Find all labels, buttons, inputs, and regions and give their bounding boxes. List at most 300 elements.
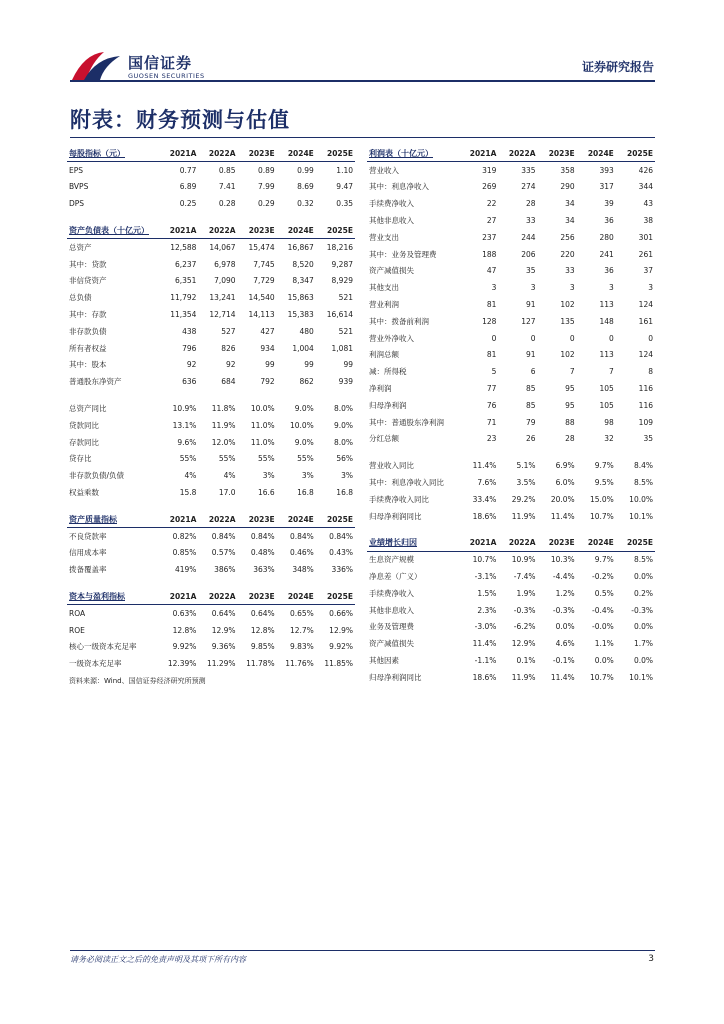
table-row bbox=[367, 551, 655, 568]
cell-value: 8 bbox=[648, 367, 653, 377]
guosen-logo-icon bbox=[70, 50, 122, 82]
cell-value: 12.9% bbox=[511, 639, 536, 649]
cell-value: 5 bbox=[491, 367, 497, 377]
cell-value: 12.8% bbox=[250, 625, 275, 635]
cell-value: 438 bbox=[182, 326, 197, 336]
table-row bbox=[367, 195, 655, 212]
cell-value: 3 bbox=[648, 283, 653, 293]
cell-value: 0.64% bbox=[211, 609, 236, 619]
row-label: 归母净利润 bbox=[369, 400, 407, 410]
cell-value: 16,614 bbox=[326, 310, 353, 320]
cell-value: 10.7% bbox=[589, 511, 614, 521]
cell-value: 3% bbox=[341, 471, 353, 481]
table-row bbox=[367, 619, 655, 636]
table-row bbox=[67, 273, 355, 290]
cell-value: 480 bbox=[299, 326, 314, 336]
row-label: 手续费净收入 bbox=[369, 199, 414, 209]
cell-value: 7,090 bbox=[214, 276, 236, 286]
cell-value: 11.4% bbox=[550, 672, 575, 682]
section-title: 利润表（十亿元） bbox=[367, 145, 459, 162]
cell-value: 796 bbox=[182, 343, 197, 353]
cell-value: 91 bbox=[526, 350, 536, 360]
cell-value: 427 bbox=[260, 326, 275, 336]
year-header: 2022A bbox=[198, 588, 237, 605]
cell-value: 9.0% bbox=[294, 404, 314, 414]
cell-value: 344 bbox=[638, 182, 653, 192]
cell-value: 113 bbox=[599, 300, 614, 310]
row-label: 非存款负债 bbox=[69, 326, 107, 336]
footer-divider bbox=[70, 950, 655, 951]
cell-value: -6.2% bbox=[513, 622, 536, 632]
cell-value: 9.85% bbox=[250, 642, 275, 652]
row-label: 减：所得税 bbox=[369, 367, 407, 377]
cell-value: -7.4% bbox=[513, 572, 536, 582]
year-header: 2023E bbox=[238, 145, 277, 162]
table-row bbox=[367, 363, 655, 380]
cell-value: 9.36% bbox=[211, 642, 236, 652]
row-label: 其中：普通股东净利润 bbox=[369, 417, 444, 427]
cell-value: 0.48% bbox=[250, 548, 275, 558]
cell-value: 15.0% bbox=[589, 494, 614, 504]
cell-value: 116 bbox=[638, 384, 653, 394]
table-row bbox=[67, 195, 355, 212]
row-label: 核心一级资本充足率 bbox=[69, 642, 137, 652]
table-row bbox=[367, 585, 655, 602]
cell-value: 10.1% bbox=[629, 511, 653, 521]
cell-value: 85 bbox=[526, 384, 536, 394]
section-title: 资本与盈利指标 bbox=[67, 588, 159, 605]
row-label: 手续费净收入同比 bbox=[369, 494, 429, 504]
cell-value: 55% bbox=[218, 454, 236, 464]
cell-value: 0.85% bbox=[172, 548, 197, 558]
cell-value: 0.84% bbox=[250, 531, 275, 541]
table-row bbox=[367, 474, 655, 491]
cell-value: 33 bbox=[526, 216, 536, 226]
table-row bbox=[67, 357, 355, 374]
cell-value: 127 bbox=[521, 316, 536, 326]
cell-value: 0.89 bbox=[257, 165, 275, 175]
section-header-row bbox=[67, 511, 355, 528]
cell-value: 1,081 bbox=[331, 343, 353, 353]
cell-value: 13,241 bbox=[209, 293, 236, 303]
cell-value: 76 bbox=[486, 400, 497, 410]
cell-value: -0.3% bbox=[513, 605, 536, 615]
row-label: 净息差（广义） bbox=[369, 572, 422, 582]
cell-value: 15.8 bbox=[179, 488, 197, 498]
cell-value: 0.29 bbox=[257, 199, 275, 209]
row-label: 存款同比 bbox=[69, 437, 99, 447]
table-row bbox=[367, 669, 655, 686]
cell-value: 22 bbox=[486, 199, 497, 209]
cell-value: 2.3% bbox=[477, 605, 497, 615]
table-row bbox=[67, 179, 355, 196]
cell-value: 128 bbox=[482, 316, 497, 326]
row-label: 生息资产规模 bbox=[369, 555, 414, 565]
year-header: 2023E bbox=[238, 222, 277, 239]
row-label: 信用成本率 bbox=[69, 548, 107, 558]
cell-value: 8,347 bbox=[292, 276, 314, 286]
cell-value: 29.2% bbox=[511, 494, 536, 504]
cell-value: 1.10 bbox=[336, 165, 353, 175]
row-label: 其他支出 bbox=[369, 283, 399, 293]
cell-value: 4% bbox=[184, 471, 197, 481]
cell-value: 3 bbox=[609, 283, 614, 293]
cell-value: 99 bbox=[265, 360, 275, 370]
cell-value: 0 bbox=[530, 333, 536, 343]
cell-value: 10.0% bbox=[629, 494, 653, 504]
cell-value: 6,351 bbox=[174, 276, 197, 286]
cell-value: 92 bbox=[186, 360, 197, 370]
cell-value: 11.29% bbox=[206, 659, 236, 669]
logo-en: GUOSEN SECURITIES bbox=[128, 72, 205, 80]
page-title: 附表：财务预测与估值 bbox=[70, 108, 290, 132]
cell-value: 11.78% bbox=[246, 659, 275, 669]
cell-value: 95 bbox=[565, 384, 575, 394]
spacer-row bbox=[367, 447, 655, 457]
cell-value: 10.7% bbox=[589, 672, 614, 682]
cell-value: 18,216 bbox=[326, 243, 353, 253]
cell-value: 6,978 bbox=[214, 259, 236, 269]
cell-value: 12,714 bbox=[209, 310, 236, 320]
cell-value: 16.6 bbox=[257, 488, 275, 498]
cell-value: 3 bbox=[569, 283, 575, 293]
cell-value: 10.0% bbox=[250, 404, 275, 414]
guosen-logo bbox=[70, 50, 230, 84]
cell-value: 10.9% bbox=[511, 555, 536, 565]
cell-value: 1.2% bbox=[555, 588, 575, 598]
cell-value: 15,863 bbox=[287, 293, 314, 303]
cell-value: 135 bbox=[560, 316, 575, 326]
cell-value: 38 bbox=[643, 216, 653, 226]
row-label: 一级资本充足率 bbox=[69, 659, 122, 669]
cell-value: 3 bbox=[491, 283, 497, 293]
cell-value: 9.5% bbox=[594, 478, 614, 488]
year-header: 2022A bbox=[198, 222, 237, 239]
cell-value: 419% bbox=[174, 565, 197, 575]
cell-value: 7.41 bbox=[218, 182, 236, 192]
cell-value: 13.1% bbox=[172, 420, 197, 430]
cell-value: 105 bbox=[599, 384, 614, 394]
table-row bbox=[367, 162, 655, 179]
left-column bbox=[67, 145, 355, 686]
cell-value: 85 bbox=[526, 400, 536, 410]
cell-value: 6 bbox=[530, 367, 536, 377]
cell-value: 0.84% bbox=[211, 531, 236, 541]
year-header: 2025E bbox=[616, 535, 655, 552]
table-row bbox=[367, 246, 655, 263]
cell-value: 11.4% bbox=[472, 461, 497, 471]
cell-value: 35 bbox=[643, 434, 653, 444]
cell-value: 12.39% bbox=[167, 659, 197, 669]
cell-value: 92 bbox=[226, 360, 236, 370]
cell-value: 43 bbox=[643, 199, 653, 209]
cell-value: 0.77 bbox=[179, 165, 197, 175]
cell-value: 290 bbox=[560, 182, 575, 192]
row-label: ROE bbox=[69, 625, 85, 635]
year-header: 2021A bbox=[159, 145, 198, 162]
cell-value: 301 bbox=[638, 232, 653, 242]
table-row bbox=[367, 491, 655, 508]
cell-value: 10.3% bbox=[550, 555, 575, 565]
section-header-row bbox=[67, 588, 355, 605]
cell-value: 9.83% bbox=[289, 642, 314, 652]
cell-value: 81 bbox=[486, 300, 497, 310]
cell-value: 109 bbox=[638, 417, 653, 427]
row-label: 营业支出 bbox=[369, 232, 399, 242]
cell-value: 274 bbox=[521, 182, 536, 192]
cell-value: 11.0% bbox=[250, 420, 275, 430]
year-header: 2024E bbox=[277, 588, 316, 605]
cell-value: -0.0% bbox=[592, 622, 614, 632]
table-row bbox=[67, 373, 355, 390]
cell-value: 27 bbox=[486, 216, 497, 226]
cell-value: 188 bbox=[482, 249, 497, 259]
cell-value: 16.8 bbox=[336, 488, 353, 498]
cell-value: 336% bbox=[331, 565, 353, 575]
section-title: 每股指标（元） bbox=[67, 145, 159, 162]
row-label: 归母净利润同比 bbox=[369, 672, 422, 682]
cell-value: -0.3% bbox=[552, 605, 575, 615]
section-title: 资产负债表（十亿元） bbox=[67, 222, 159, 239]
table-row bbox=[67, 434, 355, 451]
cell-value: 0.82% bbox=[172, 531, 197, 541]
table-row bbox=[367, 508, 655, 525]
cell-value: -3.1% bbox=[474, 572, 497, 582]
table-row bbox=[367, 457, 655, 474]
row-label: 资产减值损失 bbox=[369, 639, 414, 649]
row-label: 其他非息收入 bbox=[369, 216, 414, 226]
row-label: 贷款同比 bbox=[69, 420, 99, 430]
cell-value: 7,729 bbox=[253, 276, 275, 286]
table-row bbox=[67, 306, 355, 323]
cell-value: 0.0% bbox=[633, 622, 653, 632]
title-divider bbox=[70, 137, 655, 138]
cell-value: 636 bbox=[182, 377, 197, 387]
disclaimer-note: 请务必阅读正文之后的免责声明及其项下所有内容 bbox=[70, 955, 246, 964]
year-header: 2022A bbox=[498, 535, 537, 552]
header-divider bbox=[70, 80, 655, 82]
row-label: 净利润 bbox=[369, 384, 392, 394]
row-label: ROA bbox=[69, 609, 86, 619]
row-label: 权益乘数 bbox=[69, 488, 99, 498]
cell-value: 47 bbox=[486, 266, 497, 276]
row-label: 利润总额 bbox=[369, 350, 399, 360]
cell-value: 348% bbox=[292, 565, 314, 575]
cell-value: 7 bbox=[609, 367, 614, 377]
year-header: 2023E bbox=[238, 588, 277, 605]
row-label: 资产减值损失 bbox=[369, 266, 414, 276]
table-row bbox=[67, 605, 355, 622]
section-header-row bbox=[67, 222, 355, 239]
section-title: 资产质量指标 bbox=[67, 511, 159, 528]
table-row bbox=[67, 239, 355, 256]
cell-value: 0.65% bbox=[289, 609, 314, 619]
cell-value: 11.4% bbox=[472, 639, 497, 649]
cell-value: 358 bbox=[560, 165, 575, 175]
row-label: EPS bbox=[69, 165, 84, 175]
cell-value: 0.25 bbox=[179, 199, 197, 209]
cell-value: -3.0% bbox=[474, 622, 497, 632]
table-row bbox=[67, 289, 355, 306]
table-row bbox=[67, 484, 355, 501]
table-row bbox=[67, 340, 355, 357]
spacer-row bbox=[367, 525, 655, 535]
cell-value: 220 bbox=[560, 249, 575, 259]
row-label: 总资产 bbox=[69, 243, 92, 253]
cell-value: 16.8 bbox=[297, 488, 314, 498]
cell-value: 4.6% bbox=[555, 639, 575, 649]
cell-value: 124 bbox=[638, 300, 653, 310]
cell-value: 6.9% bbox=[555, 461, 575, 471]
cell-value: 862 bbox=[299, 377, 314, 387]
right-column bbox=[367, 145, 655, 686]
spacer-row bbox=[67, 212, 355, 222]
cell-value: 8.5% bbox=[633, 555, 653, 565]
cell-value: 35 bbox=[526, 266, 536, 276]
cell-value: 81 bbox=[486, 350, 497, 360]
cell-value: 7.6% bbox=[477, 478, 497, 488]
cell-value: 56% bbox=[336, 454, 353, 464]
cell-value: 11.76% bbox=[285, 659, 314, 669]
row-label: 普通股东净资产 bbox=[69, 377, 122, 387]
cell-value: 0.5% bbox=[594, 588, 614, 598]
cell-value: 261 bbox=[638, 249, 653, 259]
cell-value: 386% bbox=[214, 565, 236, 575]
year-header: 2025E bbox=[316, 222, 355, 239]
cell-value: 9.92% bbox=[172, 642, 197, 652]
row-label: 手续费净收入 bbox=[369, 588, 414, 598]
cell-value: 0.85 bbox=[218, 165, 236, 175]
section-header-row bbox=[67, 145, 355, 162]
cell-value: 521 bbox=[338, 293, 353, 303]
table-row bbox=[367, 296, 655, 313]
table-row bbox=[67, 622, 355, 639]
table-row bbox=[67, 162, 355, 179]
cell-value: -1.1% bbox=[474, 656, 497, 665]
row-label: 归母净利润同比 bbox=[369, 511, 422, 521]
year-header: 2021A bbox=[159, 588, 198, 605]
cell-value: 39 bbox=[604, 199, 614, 209]
cell-value: 11.0% bbox=[250, 437, 275, 447]
row-label: 其中：存款 bbox=[69, 310, 107, 320]
cell-value: 0 bbox=[569, 333, 575, 343]
table-row bbox=[67, 655, 355, 672]
cell-value: 9,287 bbox=[331, 259, 353, 269]
spacer-row bbox=[67, 578, 355, 588]
cell-value: 1.7% bbox=[633, 639, 653, 649]
row-label: 非信贷资产 bbox=[69, 276, 107, 286]
table-row bbox=[367, 568, 655, 585]
table-row bbox=[67, 639, 355, 656]
cell-value: 37 bbox=[643, 266, 653, 276]
cell-value: 241 bbox=[599, 249, 614, 259]
row-label: 拨备覆盖率 bbox=[69, 565, 107, 575]
cell-value: 91 bbox=[526, 300, 536, 310]
table-row bbox=[367, 263, 655, 280]
cell-value: 10.9% bbox=[172, 404, 197, 414]
cell-value: 95 bbox=[565, 400, 575, 410]
table-row bbox=[367, 602, 655, 619]
cell-value: 393 bbox=[599, 165, 614, 175]
cell-value: 0.1% bbox=[516, 656, 536, 665]
cell-value: 12.9% bbox=[329, 625, 353, 635]
page-header bbox=[0, 0, 724, 90]
cell-value: 6,237 bbox=[174, 259, 197, 269]
cell-value: 20.0% bbox=[550, 494, 575, 504]
cell-value: 3 bbox=[530, 283, 536, 293]
table-row bbox=[67, 467, 355, 484]
cell-value: 12.0% bbox=[211, 437, 236, 447]
cell-value: 15,474 bbox=[248, 243, 275, 253]
row-label: 贷存比 bbox=[69, 454, 92, 464]
cell-value: 105 bbox=[599, 400, 614, 410]
cell-value: 14,113 bbox=[248, 310, 275, 320]
cell-value: 36 bbox=[604, 266, 614, 276]
table-row bbox=[67, 561, 355, 578]
row-label: 其中：拨备前利润 bbox=[369, 316, 429, 326]
cell-value: 0.66% bbox=[329, 609, 353, 619]
cell-value: 0.32 bbox=[297, 199, 314, 209]
cell-value: 77 bbox=[486, 384, 497, 394]
cell-value: 8.4% bbox=[633, 461, 653, 471]
cell-value: 28 bbox=[565, 434, 575, 444]
table-row bbox=[367, 347, 655, 364]
right-financial-table bbox=[367, 145, 655, 686]
cell-value: 14,540 bbox=[248, 293, 275, 303]
cell-value: 9.92% bbox=[329, 642, 353, 652]
cell-value: 1.9% bbox=[516, 588, 536, 598]
table-row bbox=[67, 256, 355, 273]
cell-value: 7,745 bbox=[253, 259, 275, 269]
cell-value: 36 bbox=[604, 216, 614, 226]
cell-value: 0.0% bbox=[633, 656, 653, 665]
cell-value: 363% bbox=[253, 565, 275, 575]
cell-value: 8.0% bbox=[333, 437, 353, 447]
cell-value: 527 bbox=[221, 326, 236, 336]
cell-value: 8.5% bbox=[633, 478, 653, 488]
cell-value: 1,004 bbox=[292, 343, 314, 353]
cell-value: 0 bbox=[609, 333, 614, 343]
cell-value: 34 bbox=[565, 216, 575, 226]
cell-value: 9.47 bbox=[336, 182, 353, 192]
table-row bbox=[367, 212, 655, 229]
cell-value: -0.1% bbox=[552, 656, 575, 665]
cell-value: 0 bbox=[648, 333, 653, 343]
cell-value: 10.1% bbox=[629, 672, 653, 682]
cell-value: 237 bbox=[482, 232, 497, 242]
logo-cn: 国信证券 bbox=[128, 54, 193, 72]
spacer-row bbox=[67, 501, 355, 511]
cell-value: 11,354 bbox=[170, 310, 197, 320]
row-label: 营业利润 bbox=[369, 300, 399, 310]
table-row bbox=[67, 323, 355, 340]
cell-value: 0.0% bbox=[633, 572, 653, 582]
cell-value: 0.57% bbox=[211, 548, 236, 558]
cell-value: 1.5% bbox=[477, 588, 497, 598]
cell-value: 11.8% bbox=[211, 404, 236, 414]
left-financial-table bbox=[67, 145, 355, 672]
year-header: 2022A bbox=[198, 145, 237, 162]
cell-value: 15,383 bbox=[287, 310, 314, 320]
cell-value: 18.6% bbox=[472, 672, 497, 682]
cell-value: 11.4% bbox=[550, 511, 575, 521]
cell-value: 98 bbox=[604, 417, 614, 427]
cell-value: 6.89 bbox=[179, 182, 197, 192]
section-title: 业绩增长归因 bbox=[367, 535, 459, 552]
cell-value: 317 bbox=[599, 182, 614, 192]
row-label: 其中：贷款 bbox=[69, 259, 107, 269]
row-label: 总资产同比 bbox=[69, 404, 107, 414]
